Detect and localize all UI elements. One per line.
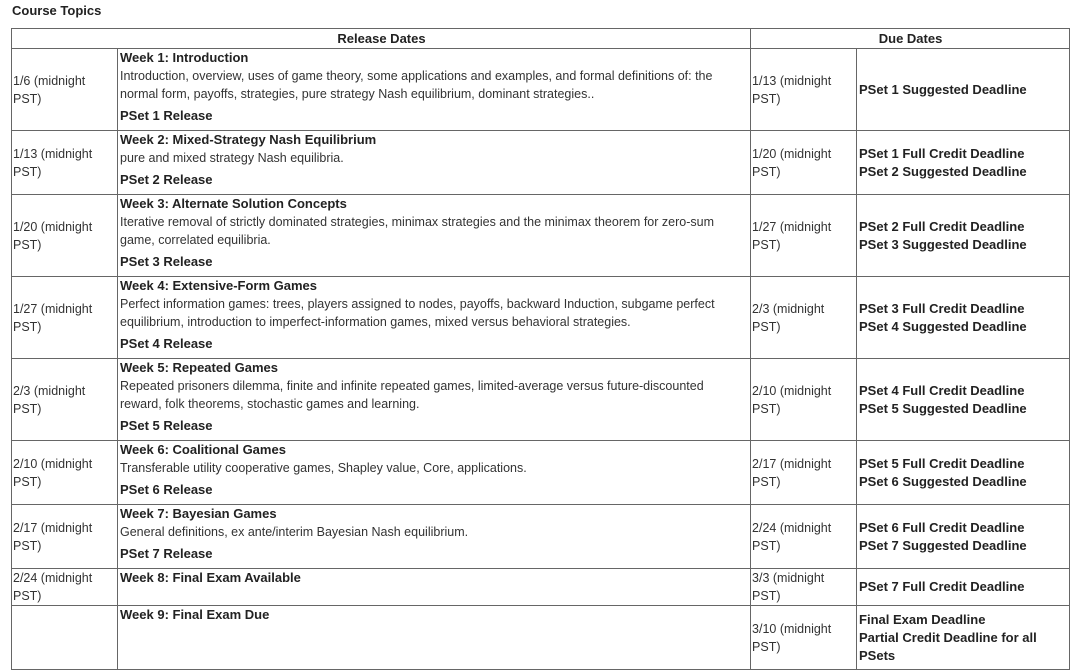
week-title: Week 3: Alternate Solution Concepts (120, 196, 347, 211)
week-title: Week 9: Final Exam Due (120, 607, 270, 622)
due-date-cell: 3/3 (midnight PST) (751, 569, 857, 606)
due-date-cell: 1/13 (midnight PST) (751, 49, 857, 131)
week-description: Iterative removal of strictly dominated strategies, minimax strategies and the minimax theorem for zero-sum game, correlated equilibria. (120, 215, 714, 247)
table-row (12, 277, 1070, 359)
release-date-cell: 2/3 (midnight PST) (12, 359, 118, 441)
deadline-item: PSet 1 Full Credit Deadline (859, 145, 1025, 161)
due-items-cell (857, 606, 1070, 670)
release-date-cell: 2/24 (midnight PST) (12, 569, 118, 606)
topic-cell (118, 359, 751, 441)
page-title: Course Topics (12, 3, 102, 18)
week-title: Week 2: Mixed-Strategy Nash Equilibrium (120, 132, 377, 147)
due-items-cell (857, 195, 1070, 277)
due-items-cell (857, 569, 1070, 606)
deadline-item: PSet 2 Full Credit Deadline (859, 218, 1025, 234)
due-date-cell: 2/17 (midnight PST) (751, 441, 857, 505)
due-items-cell (857, 277, 1070, 359)
week-title: Week 1: Introduction (120, 50, 249, 65)
due-date-cell: 2/10 (midnight PST) (751, 359, 857, 441)
topic-cell (118, 569, 751, 606)
release-date-cell: 1/13 (midnight PST) (12, 131, 118, 195)
table-row (12, 505, 1070, 569)
release-date-cell: 2/10 (midnight PST) (12, 441, 118, 505)
topic-cell (118, 606, 751, 670)
due-items-cell (857, 359, 1070, 441)
deadline-item: PSet 7 Full Credit Deadline (859, 579, 1025, 594)
table-row (12, 441, 1070, 505)
topic-cell (118, 277, 751, 359)
deadline-item: PSet 6 Suggested Deadline (859, 473, 1027, 489)
release-date-cell: 2/17 (midnight PST) (12, 505, 118, 569)
pset-release-label: PSet 3 Release (120, 254, 213, 269)
week-description: General definitions, ex ante/interim Bayesian Nash equilibrium. (120, 525, 469, 539)
header-release-dates: Release Dates (12, 29, 751, 49)
due-items-cell (857, 441, 1070, 505)
due-items-cell (857, 131, 1070, 195)
due-date-cell: 1/20 (midnight PST) (751, 131, 857, 195)
week-title: Week 7: Bayesian Games (120, 506, 277, 521)
deadline-item: PSet 3 Suggested Deadline (859, 236, 1027, 252)
pset-release-label: PSet 6 Release (120, 482, 213, 497)
deadline-item: PSet 4 Full Credit Deadline (859, 382, 1025, 398)
table-row (12, 195, 1070, 277)
week-title: Week 6: Coalitional Games (120, 442, 286, 457)
week-description: Transferable utility cooperative games, Shapley value, Core, applications. (120, 461, 527, 475)
topic-cell (118, 131, 751, 195)
topic-cell (118, 441, 751, 505)
due-items-cell (857, 505, 1070, 569)
due-date-cell: 2/3 (midnight PST) (751, 277, 857, 359)
release-date-cell (12, 606, 118, 670)
week-description: Perfect information games: trees, players assigned to nodes, payoffs, backward Induction, subgame perfect equilibrium, introduction to imperfect-information games, mixed versus behavioral strategies. (120, 297, 715, 329)
deadline-item: PSet 7 Suggested Deadline (859, 537, 1027, 553)
deadline-item: Final Exam Deadline (859, 611, 986, 627)
course-topics-table (11, 28, 1070, 670)
deadline-item: PSet 2 Suggested Deadline (859, 163, 1027, 179)
week-description: pure and mixed strategy Nash equilibria. (120, 151, 344, 165)
week-description: Introduction, overview, uses of game theory, some applications and examples, and formal definitions of: the normal form, payoffs, strategies, pure strategy Nash equilibrium, dominant strategies.. (120, 69, 713, 101)
release-date-cell: 1/6 (midnight PST) (12, 49, 118, 131)
pset-release-label: PSet 5 Release (120, 418, 213, 433)
release-date-cell: 1/20 (midnight PST) (12, 195, 118, 277)
table-row (12, 359, 1070, 441)
due-date-cell: 3/10 (midnight PST) (751, 606, 857, 670)
week-description: Repeated prisoners dilemma, finite and infinite repeated games, limited-average versus future-discounted reward, folk theorems, stochastic games and learning. (120, 379, 704, 411)
pset-release-label: PSet 2 Release (120, 172, 213, 187)
table-row (12, 606, 1070, 670)
header-due-dates: Due Dates (751, 29, 1070, 49)
week-title: Week 8: Final Exam Available (120, 570, 301, 585)
week-title: Week 4: Extensive-Form Games (120, 278, 318, 293)
deadline-item: PSet 6 Full Credit Deadline (859, 519, 1025, 535)
topic-cell (118, 195, 751, 277)
table-row (12, 49, 1070, 131)
pset-release-label: PSet 7 Release (120, 546, 213, 561)
table-row (12, 131, 1070, 195)
due-items-cell (857, 49, 1070, 131)
deadline-item: PSet 5 Suggested Deadline (859, 400, 1027, 416)
deadline-item: PSet 1 Suggested Deadline (859, 81, 1027, 97)
deadline-item: PSet 4 Suggested Deadline (859, 318, 1027, 334)
due-date-cell: 2/24 (midnight PST) (751, 505, 857, 569)
deadline-item: Partial Credit Deadline for all PSets (859, 629, 1037, 663)
pset-release-label: PSet 4 Release (120, 336, 213, 351)
topic-cell (118, 505, 751, 569)
pset-release-label: PSet 1 Release (120, 108, 213, 123)
due-date-cell: 1/27 (midnight PST) (751, 195, 857, 277)
week-title: Week 5: Repeated Games (120, 360, 278, 375)
deadline-item: PSet 3 Full Credit Deadline (859, 300, 1025, 316)
deadline-item: PSet 5 Full Credit Deadline (859, 455, 1025, 471)
table-row (12, 569, 1070, 606)
header-row (12, 29, 1070, 49)
topic-cell (118, 49, 751, 131)
release-date-cell: 1/27 (midnight PST) (12, 277, 118, 359)
